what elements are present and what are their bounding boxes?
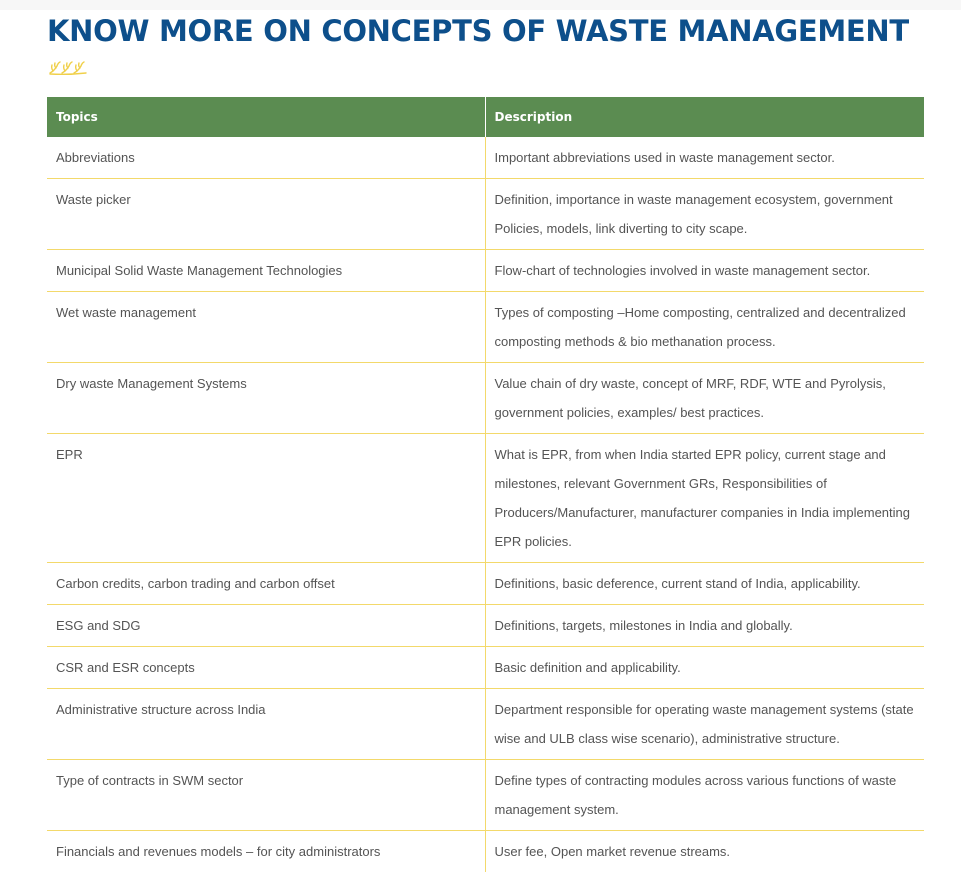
description-cell: Definitions, targets, milestones in India and globally. bbox=[485, 605, 924, 647]
topic-cell: Dry waste Management Systems bbox=[47, 363, 485, 434]
table-row bbox=[47, 689, 924, 760]
table-header-row bbox=[47, 97, 924, 137]
topic-cell: Carbon credits, carbon trading and carbon offset bbox=[47, 563, 485, 605]
description-cell: Important abbreviations used in waste management sector. bbox=[485, 137, 924, 179]
description-cell: Department responsible for operating waste management systems (state wise and ULB class wise scenario), administrative structure. bbox=[485, 689, 924, 760]
topic-cell: Abbreviations bbox=[47, 137, 485, 179]
header-topics: Topics bbox=[47, 97, 485, 137]
description-cell: What is EPR, from when India started EPR policy, current stage and milestones, relevant Government GRs, Responsibilities of Producers/Manufacturer, manufacturer companies in India implementing EPR policies. bbox=[485, 434, 924, 563]
topic-cell: CSR and ESR concepts bbox=[47, 647, 485, 689]
header-description: Description bbox=[485, 97, 924, 137]
topic-cell: EPR bbox=[47, 434, 485, 563]
table-row bbox=[47, 647, 924, 689]
description-cell: Define types of contracting modules across various functions of waste management system. bbox=[485, 760, 924, 831]
table-row bbox=[47, 831, 924, 873]
description-cell: Definitions, basic deference, current stand of India, applicability. bbox=[485, 563, 924, 605]
concepts-table bbox=[47, 97, 924, 872]
topic-cell: Financials and revenues models – for city administrators bbox=[47, 831, 485, 873]
topic-cell: Waste picker bbox=[47, 179, 485, 250]
table-row bbox=[47, 363, 924, 434]
description-cell: Definition, importance in waste management ecosystem, government Policies, models, link diverting to city scape. bbox=[485, 179, 924, 250]
page-title: KNOW MORE ON CONCEPTS OF WASTE MANAGEMENT bbox=[47, 14, 909, 48]
topic-cell: ESG and SDG bbox=[47, 605, 485, 647]
description-cell: User fee, Open market revenue streams. bbox=[494, 844, 731, 859]
table-row bbox=[47, 434, 924, 563]
table-row bbox=[47, 563, 924, 605]
table-row bbox=[47, 292, 924, 363]
topic-cell: Administrative structure across India bbox=[47, 689, 485, 760]
description-cell: Value chain of dry waste, concept of MRF, RDF, WTE and Pyrolysis, government policies, examples/ best practices. bbox=[485, 363, 924, 434]
description-cell: Basic definition and applicability. bbox=[485, 647, 924, 689]
top-strip bbox=[0, 0, 961, 10]
table-row bbox=[47, 605, 924, 647]
table-row bbox=[47, 137, 924, 179]
topic-cell: Municipal Solid Waste Management Technologies bbox=[47, 250, 485, 292]
topic-cell: Type of contracts in SWM sector bbox=[47, 760, 485, 831]
description-cell: Flow-chart of technologies involved in waste management sector. bbox=[485, 250, 924, 292]
table-row bbox=[47, 760, 924, 831]
table-row bbox=[47, 179, 924, 250]
table-row bbox=[47, 250, 924, 292]
description-cell: Types of composting –Home composting, centralized and decentralized composting methods & bio methanation process. bbox=[485, 292, 924, 363]
topic-cell: Wet waste management bbox=[47, 292, 485, 363]
leaf-ornament-icon bbox=[48, 60, 88, 76]
